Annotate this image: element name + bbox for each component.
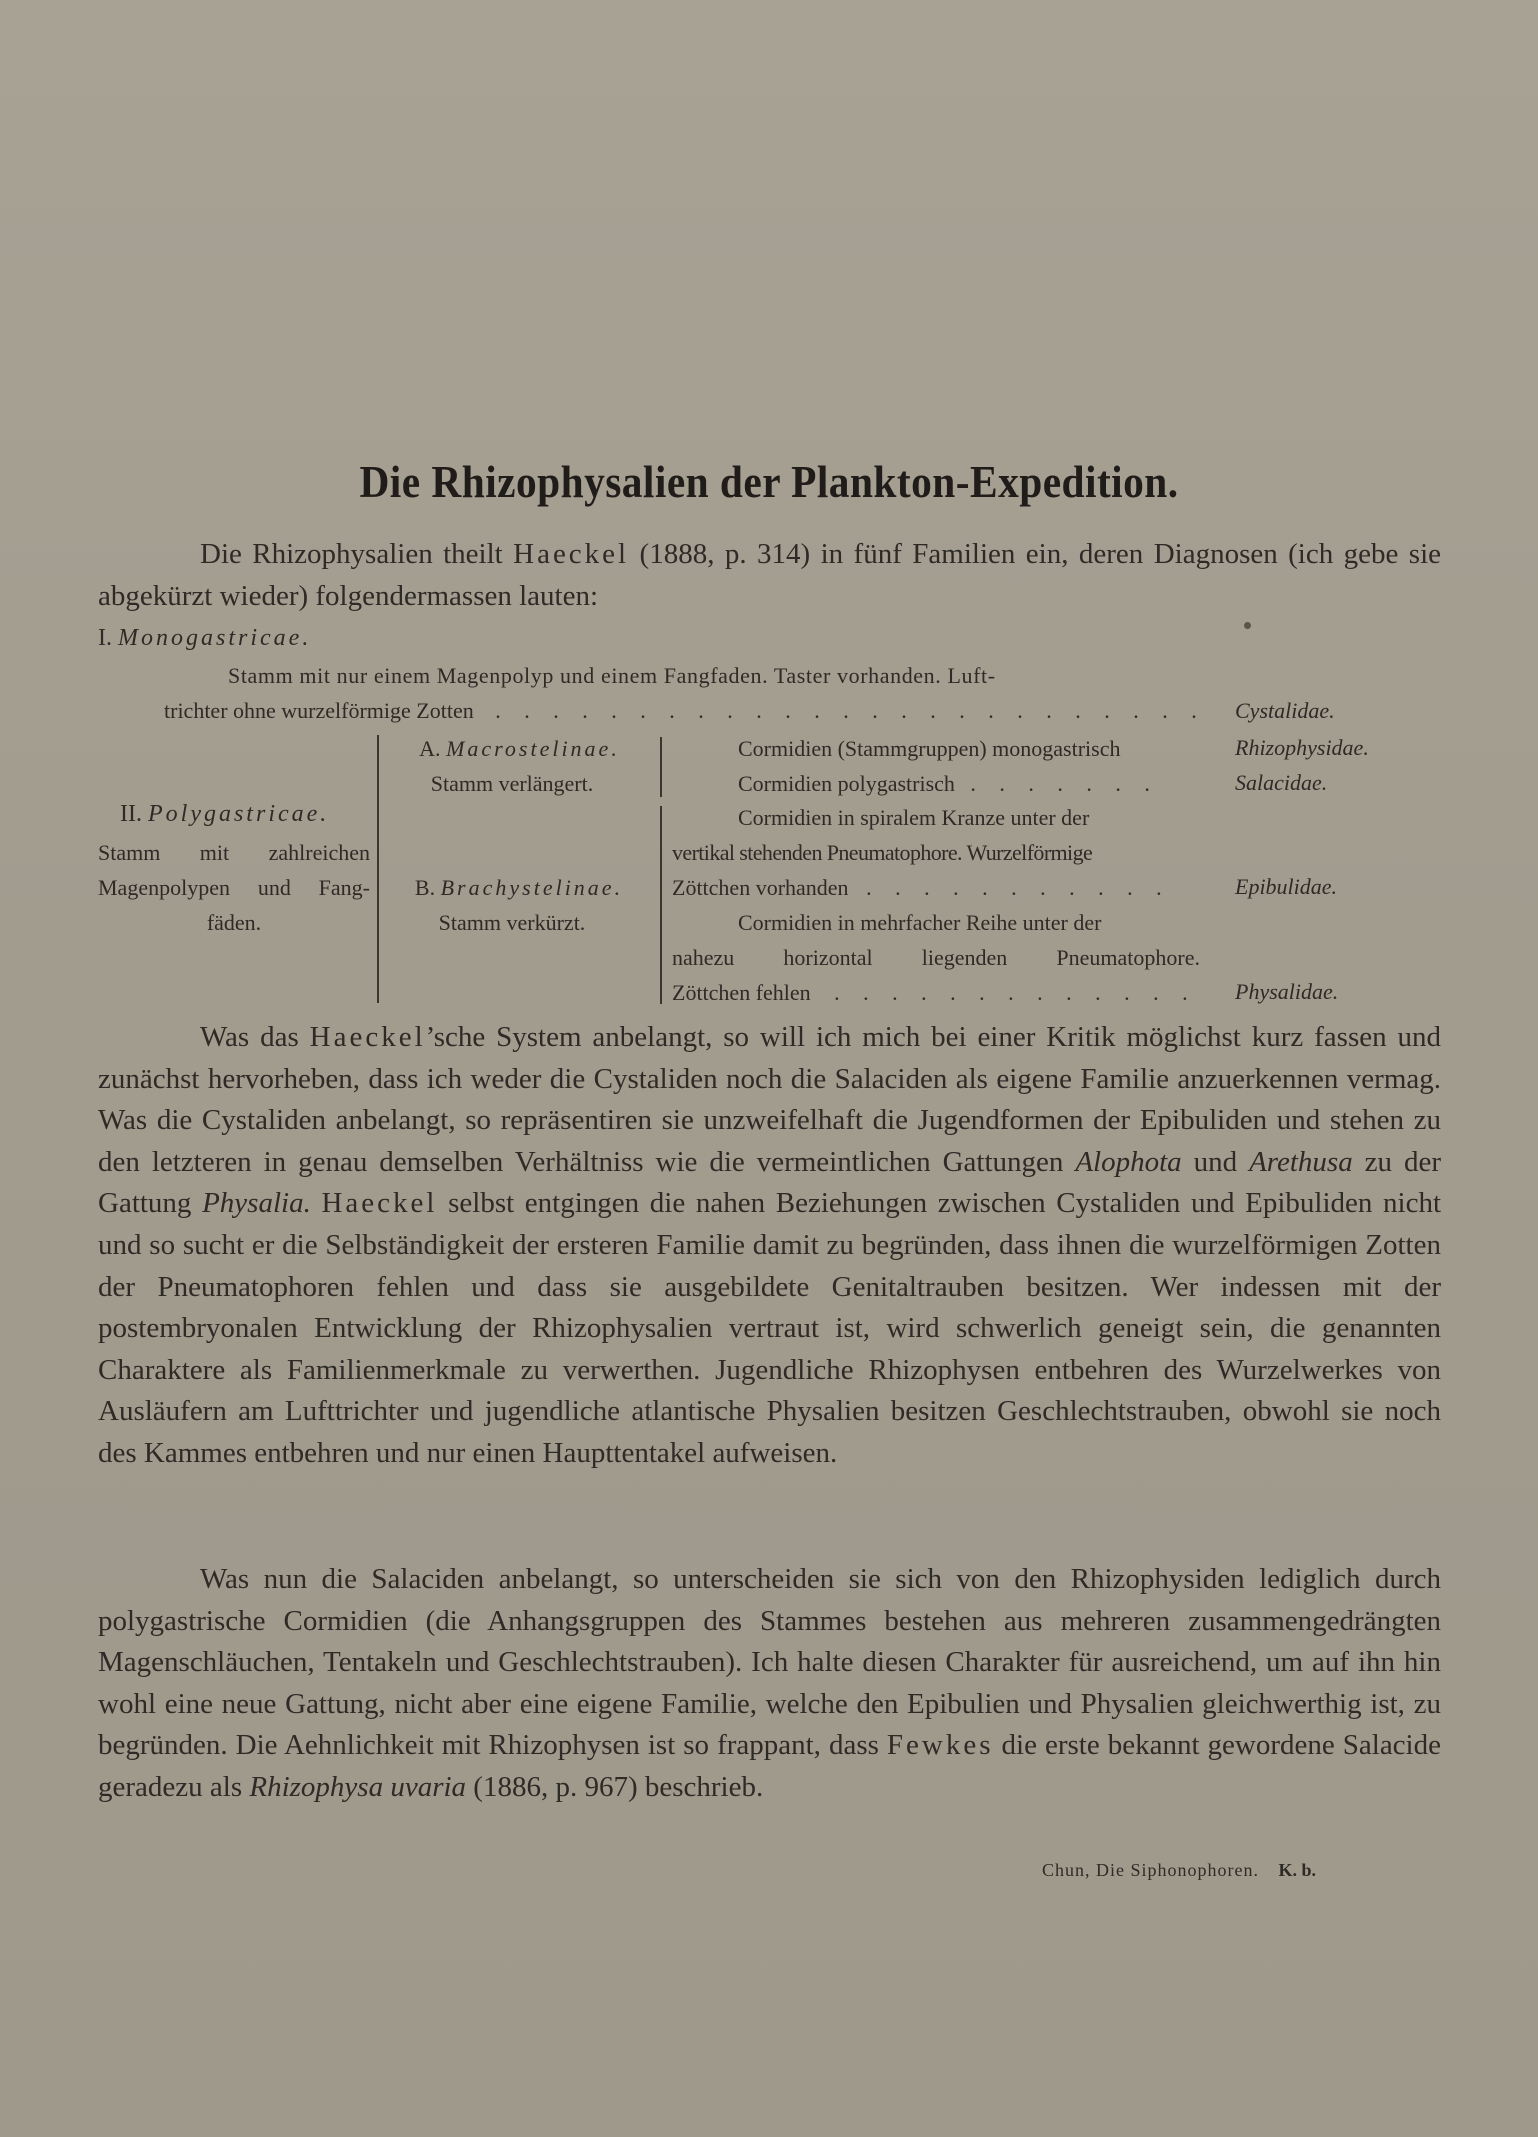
row-3b: vertikal stehenden Pneumatophore. Wurzelförmige: [672, 840, 1093, 865]
group-1-heading: [98, 621, 311, 655]
group-2-desc-3: fäden.: [206, 910, 262, 935]
group-2-desc-2: Magenpolypen und Fang-: [98, 875, 370, 900]
group-1-number: I.: [98, 625, 112, 651]
dot-leader-1: . . . . . . . . . . . . . . . . . . . . . . . . .: [495, 698, 1206, 723]
p2-text-6: selbst entgingen die nahen Beziehungen zwischen Cystaliden und Epibuliden nicht und so sucht er die Selbständigkeit der ersteren Familie damit zu begründen, dass ihnen die wurzelförmigen Zotten der Pneumatophoren fehlen und dass sie ausgebildete Genitaltrauben besitzen. Wer indessen mit der postembryonalen Entwicklung der Rhizophysalien vertraut ist, wird schwerlich geneigt sein, die genannten Charaktere als Familienmerkmale zu verwerthen. Jugendliche Rhizophysen entbehren des Wurzelwerkes von Ausläufern am Lufttrichter und jugendliche atlantische Physalien besitzen Geschlechtstrauben, obwohl sie noch des Kammes entbehren und nur einen Haupttentakel aufweisen.: [98, 1187, 1441, 1469]
row-4c-text: Zöttchen fehlen: [672, 980, 811, 1005]
group-2-heading: [120, 797, 329, 831]
subgroup-a-desc: Stamm verlängert.: [430, 771, 594, 796]
family-rhizophysidae: Rhizophysidae.: [1235, 735, 1369, 760]
brace-b2: [660, 910, 662, 1004]
p2-text-3: und: [1181, 1145, 1250, 1178]
p2-text-4: zu der Gattung: [98, 1145, 1441, 1220]
page-footer: [1042, 1860, 1316, 1881]
group-1-desc-1: Stamm mit nur einem Magenpolyp und einem Fangfaden. Taster vorhanden. Luft-: [228, 663, 996, 688]
group-2-desc-1: Stamm mit zahlreichen: [98, 840, 370, 865]
subgroup-a-label: A.: [419, 736, 441, 761]
body-paragraph-2: [98, 1017, 1441, 1475]
footer-signature: K. b.: [1278, 1860, 1317, 1880]
p2-text-2: ’sche System anbelangt, so will ich mich bei einer Kritik möglichst kurz fassen und zunächst hervorheben, dass ich weder die Cystaliden noch die Salaciden als eigene Familie anzuerkennen vermag. Was die Cystaliden anbelangt, so repräsentiren sie unzweifelhaft die Jugendformen der Epibuliden und stehen zu den letzteren in genau demselben Verhältniss wie die vermeintlichen Gattungen: [98, 1021, 1441, 1178]
footer-text: Chun, Die Siphonophoren.: [1042, 1860, 1259, 1880]
p2-genus-arethusa: Arethusa: [1249, 1145, 1353, 1178]
family-epibulidae: Epibulidae.: [1235, 874, 1338, 899]
subgroup-b-label: B.: [414, 875, 436, 900]
p2-text-1: Was das: [200, 1021, 310, 1053]
row-4c: [672, 976, 1197, 1010]
intro-text-2: (1888, p. 314) in fünf Familien ein, deren Diagnosen (ich gebe sie abgekürzt wieder) folgendermassen lauten:: [98, 538, 1441, 612]
p2-text-5: [311, 1187, 322, 1219]
family-salacidae: Salacidae.: [1235, 770, 1328, 795]
p3-author: Fewkes: [886, 1729, 994, 1762]
dot-leader-3: . . . . . . . . . . .: [866, 875, 1171, 900]
body-paragraph-3: [98, 1559, 1441, 1809]
page-title: Die Rhizophysalien der Plankton-Expedition.: [359, 456, 1179, 507]
p2-author-1: Haeckel: [309, 1021, 426, 1053]
row-3a: Cormidien in spiralem Kranze unter der: [738, 805, 1090, 830]
intro-paragraph: [98, 534, 1441, 617]
group-1-desc-2: [164, 694, 1206, 728]
group-2-number: II.: [120, 801, 142, 827]
author-name: Haeckel: [513, 538, 630, 570]
stray-mark: [1244, 622, 1251, 629]
row-4b: nahezu horizontal liegenden Pneumatophore.: [672, 945, 1200, 970]
subgroup-a-name: Macrostelinae.: [446, 736, 620, 761]
group-1-desc-2-text: trichter ohne wurzelförmige Zotten: [164, 698, 474, 723]
p3-text-1: Was nun die Salaciden anbelangt, so unterscheiden sie sich von den Rhizophysiden lediglich durch polygastrische Cormidien (die Anhangsgruppen des Stammes bestehen aus mehreren zusammengedrängten Magenschläuchen, Tentakeln und Geschlechtstrauben). Ich halte diesen Charakter für ausreichend, um auf ihn hin wohl eine neue Gattung, nicht aber eine eigene Familie, welche den Epibulien und Physalien gleichwerthig ist, zu begründen. Die Aehnlichkeit mit Rhizophysen ist so frappant, dass: [98, 1563, 1441, 1762]
subgroup-b-name: Brachystelinae.: [440, 875, 624, 900]
subgroup-b-heading: [388, 871, 650, 905]
subgroup-a-heading: [392, 732, 647, 766]
group-1-name: Monogastricae.: [118, 625, 312, 651]
family-physalidae: Physalidae.: [1235, 979, 1339, 1004]
row-2: [738, 767, 1159, 801]
dot-leader-4: . . . . . . . . . . . . .: [834, 980, 1197, 1005]
brace-a: [660, 737, 662, 797]
subgroup-b-desc: Stamm verkürzt.: [438, 910, 586, 935]
row-3c: [672, 871, 1171, 905]
p3-text-2: die erste bekannt gewordene Salacide geradezu als: [98, 1729, 1441, 1803]
row-1: Cormidien (Stammgruppen) monogastrisch: [738, 736, 1121, 761]
family-cystalidae: Cystalidae.: [1235, 698, 1335, 723]
row-2-text: Cormidien polygastrisch: [738, 771, 955, 796]
dot-leader-2: . . . . . . .: [970, 771, 1159, 796]
p2-genus-alophota: Alophota: [1075, 1145, 1182, 1178]
row-4a: Cormidien in mehrfacher Reihe unter der: [738, 910, 1102, 935]
p3-species: Rhizophysa uvaria: [249, 1770, 467, 1803]
p3-text-3: (1886, p. 967) beschrieb.: [466, 1770, 764, 1803]
row-3c-text: Zöttchen vorhanden: [672, 875, 849, 900]
intro-text-1: Die Rhizophysalien theilt: [200, 538, 514, 570]
group-2-name: Polygastricae.: [147, 801, 330, 827]
p2-genus-physalia: Physalia.: [202, 1187, 311, 1220]
brace-left: [377, 735, 379, 1003]
p2-author-2: Haeckel: [321, 1187, 438, 1220]
